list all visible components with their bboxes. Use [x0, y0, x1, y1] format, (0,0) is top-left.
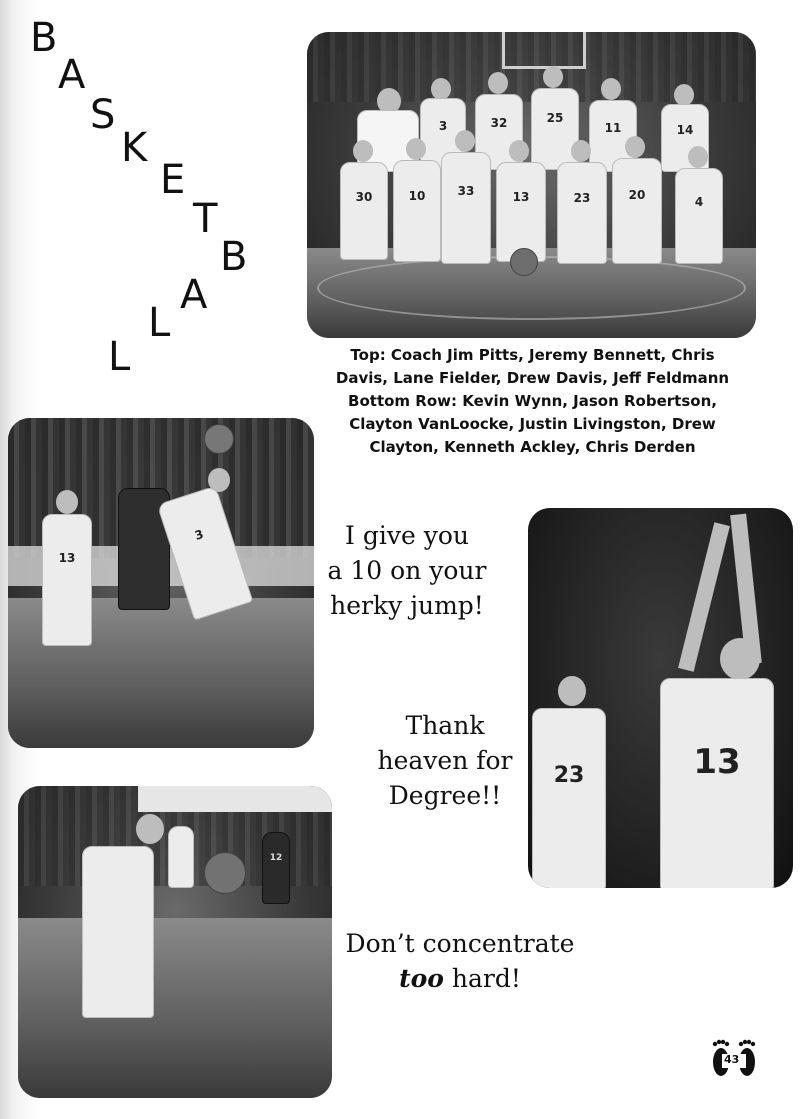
team-player: 10	[393, 160, 441, 262]
jump-shot-photo	[8, 418, 314, 748]
team-player: 33	[441, 152, 491, 264]
title-letter: S	[90, 92, 116, 138]
team-player: 11	[589, 100, 637, 172]
team-player: 25	[531, 88, 579, 170]
team-player: 14	[661, 104, 709, 172]
caption-line: Top: Coach Jim Pitts, Jeremy Bennett, Chris	[350, 346, 715, 364]
background-player	[168, 826, 194, 888]
quote-degree	[360, 708, 530, 813]
quote-rest: hard!	[443, 964, 521, 993]
page-number: 43	[724, 1053, 740, 1066]
team-player: 30	[340, 162, 388, 260]
player-13-rebound: 13	[660, 678, 774, 888]
title-letter: B	[30, 15, 58, 61]
team-player: 32	[475, 94, 523, 170]
basketball	[204, 852, 246, 894]
team-player: 20	[612, 158, 662, 264]
quote-line: I give you	[345, 521, 469, 550]
title-letter: L	[148, 300, 171, 346]
player-23: 23	[532, 708, 606, 888]
free-throw-shooter	[82, 846, 154, 1018]
page-number-badge	[706, 1036, 762, 1082]
team-photo	[307, 32, 756, 338]
team-player: 3	[420, 98, 466, 172]
quote-line: a 10 on your	[327, 556, 487, 585]
quote-line	[330, 961, 590, 996]
caption-line: Davis, Lane Fielder, Drew Davis, Jeff Feldmann	[335, 369, 730, 387]
title-letter: E	[160, 157, 186, 203]
quote-line: Don’t concentrate	[345, 929, 575, 958]
player-3: 3	[157, 485, 254, 620]
backboard	[502, 32, 586, 69]
team-player: 13	[496, 162, 546, 262]
title-letter: T	[193, 196, 218, 242]
window	[138, 786, 332, 812]
basketball	[204, 424, 234, 454]
title-letter: B	[220, 234, 248, 280]
quote-concentrate	[330, 926, 590, 996]
free-throw-photo	[18, 786, 332, 1098]
rebound-photo	[528, 508, 793, 888]
title-letter: A	[58, 52, 86, 98]
team-caption	[310, 344, 755, 459]
quote-line: Thank	[405, 711, 485, 740]
quote-herky-jump	[312, 518, 502, 623]
title-letter: K	[121, 125, 148, 171]
quote-line: herky jump!	[330, 591, 484, 620]
quote-line: heaven for	[377, 746, 513, 775]
title-letter: A	[180, 272, 208, 318]
quote-line: Degree!!	[388, 781, 502, 810]
team-player: 23	[557, 162, 607, 264]
caption-line: Bottom Row: Kevin Wynn, Jason Robertson,	[348, 392, 717, 410]
background-player: 12	[262, 832, 290, 904]
basketball	[510, 248, 538, 276]
caption-line: Clayton VanLoocke, Justin Livingston, Drew	[349, 415, 716, 433]
emphasis-too: too	[399, 964, 444, 993]
player-13: 13	[42, 514, 92, 646]
caption-line: Clayton, Kenneth Ackley, Chris Derden	[369, 438, 696, 456]
team-player: 4	[675, 168, 723, 264]
title-letter: L	[108, 334, 131, 380]
